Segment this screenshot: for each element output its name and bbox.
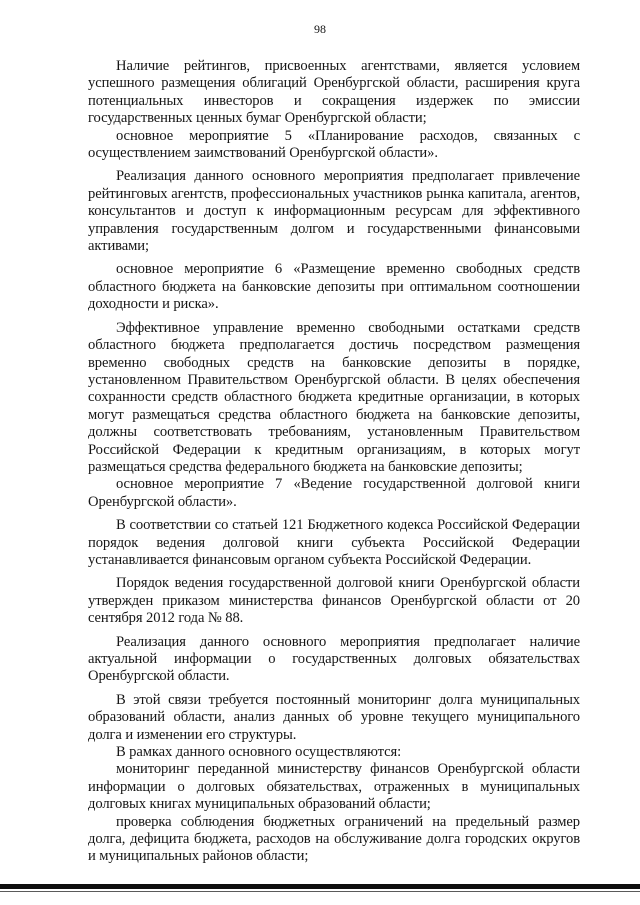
bottom-border-thin-line [0,891,640,892]
page-number: 98 [314,22,326,36]
paragraph-measure-6: основное мероприятие 6 «Размещение временно свободных средств областного бюджета на банковские депозиты при оптимальном соотношении доходности и риска». [88,261,580,313]
paragraph-measure-6-description: Эффективное управление временно свободными остатками средств областного бюджета предполагается достичь посредством размещения временно свободных средств на банковские депозиты в порядке, установленном Правительством Оренбургской области. В целях обеспечения сохранности средств областного бюджета кредитные организации, в которых могут размещаться средства областного бюджета на банковские депозиты, должны соответствовать требованиям, установленным Правительством Российской Федерации к кредитным организациям, в которых могут размещаться средства федерального бюджета на банковские депозиты; [88,319,580,475]
paragraph-activity-limits-check: проверка соблюдения бюджетных ограничений на предельный размер долга, дефицита бюджета, расходов на обслуживание долга городских округов и муниципальных районов области; [88,813,580,865]
paragraph-activity-monitoring: мониторинг переданной министерству финансов Оренбургской области информации о долговых обязательствах, отраженных в муниципальных долговых книгах муниципальных образований области; [88,761,580,813]
document-body [88,58,580,866]
bottom-border-line [0,884,640,889]
paragraph-measure-5-description: Реализация данного основного мероприятия предполагает привлечение рейтинговых агентств, профессиональных участников рынка капитала, агентов, консультантов и доступ к информационным ресурсам для эффективного управления государственным долгом и государственными финансовыми активами; [88,168,580,255]
paragraph-rating-conditions: Наличие рейтингов, присвоенных агентствами, является условием успешного размещения облигаций Оренбургской области, расширения круга потенциальных инвесторов и сокращения издержек по эмиссии государственных ценных бумаг Оренбургской области; [88,58,580,127]
paragraph-measure-7-description: Реализация данного основного мероприятия предполагает наличие актуальной информации о государственных долговых обязательствах Оренбургской области. [88,633,580,685]
paragraph-measure-5: основное мероприятие 5 «Планирование расходов, связанных с осуществлением заимствований Оренбургской области». [88,127,580,162]
paragraph-debt-book-order: Порядок ведения государственной долговой книги Оренбургской области утвержден приказом министерства финансов Оренбургской области от 20 сентября 2012 года № 88. [88,575,580,627]
paragraph-measure-7: основное мероприятие 7 «Ведение государственной долговой книги Оренбургской области». [88,476,580,510]
paragraph-monitoring-requirement: В этой связи требуется постоянный мониторинг долга муниципальных образований области, анализ данных об уровне текущего муниципального долга и изменении его структуры. [88,691,580,743]
paragraph-budget-code-reference: В соответствии со статьей 121 Бюджетного кодекса Российской Федерации порядок ведения долговой книги субъекта Российской Федерации устанавливается финансовым органом субъекта Российской Федерации. [88,517,580,568]
paragraph-activities-intro: В рамках данного основного осуществляются: [116,744,402,761]
